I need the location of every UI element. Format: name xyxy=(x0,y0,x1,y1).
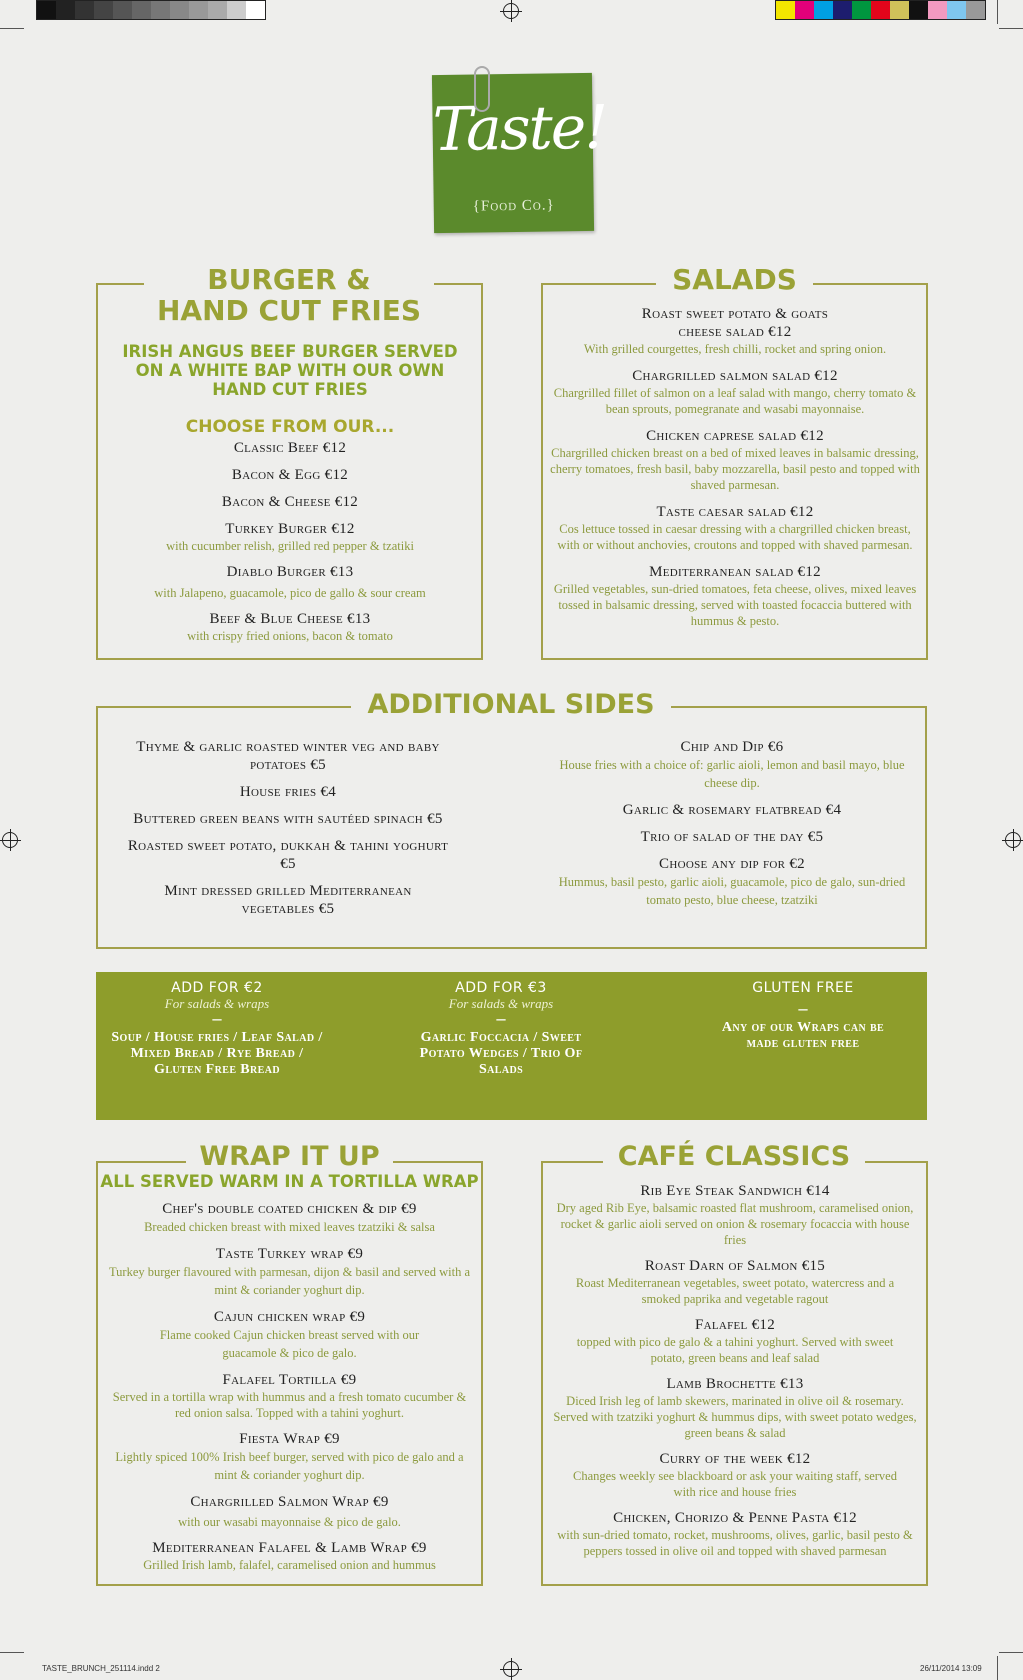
item-name: Garlic & rosemary flatbread €4 xyxy=(622,802,842,818)
add-2-column xyxy=(106,980,328,1078)
menu-item xyxy=(104,1430,475,1484)
menu-item xyxy=(106,738,470,774)
gluten-free-heading: GLUTEN FREE xyxy=(752,980,854,996)
menu-item xyxy=(544,738,920,792)
item-name: House fries €4 xyxy=(239,784,337,800)
crop-mark xyxy=(0,1652,24,1653)
color-bar xyxy=(775,0,986,20)
brand-logo xyxy=(432,73,607,233)
item-desc: Chargrilled fillet of salmon on a leaf salad with mango, cherry tomato & bean sprouts, pomegranate and wasabi mayonnaise. xyxy=(553,386,917,416)
menu-item xyxy=(550,1182,920,1248)
sides-left xyxy=(106,738,470,926)
item-name: Roast Darn of Salmon €15 xyxy=(644,1258,826,1274)
item-name: Roasted sweet potato, dukkah & tahini yoghurt €5 xyxy=(127,838,449,872)
item-name: Chip and Dip €6 xyxy=(680,739,784,755)
item-desc: with crispy fried onions, bacon & tomato xyxy=(187,629,393,643)
add-2-sub: For salads & wraps xyxy=(164,996,270,1011)
item-name: Choose any dip for €2 xyxy=(659,856,805,872)
item-name: Turkey Burger €12 xyxy=(225,521,355,537)
cafe-title: CAFÉ CLASSICS xyxy=(603,1142,865,1172)
item-name: Chef's double coated chicken & dip €9 xyxy=(162,1201,417,1217)
burger-body xyxy=(110,342,470,652)
choose-heading: CHOOSE FROM OUR... xyxy=(185,417,395,437)
add-3-column xyxy=(401,980,601,1078)
item-name: Trio of salad of the day €5 xyxy=(640,829,824,845)
menu-item xyxy=(550,1509,920,1559)
wrap-subtitle: ALL SERVED WARM IN A TORTILLA WRAP xyxy=(100,1172,479,1191)
gluten-free-column xyxy=(698,980,908,1052)
add-3-sub: For salads & wraps xyxy=(448,996,554,1011)
crop-mark xyxy=(997,1656,998,1680)
item-name: Chargrilled salmon salad €12 xyxy=(632,368,838,384)
menu-item xyxy=(550,367,920,417)
item-desc: Lightly spiced 100% Irish beef burger, served with pico de galo and a mint & coriander yoghurt dip. xyxy=(115,1450,464,1482)
item-name: Bacon & Egg €12 xyxy=(231,467,349,483)
registration-mark-right xyxy=(1005,832,1021,848)
menu-item xyxy=(550,427,920,493)
logo-wordmark: Taste! xyxy=(432,92,607,166)
item-name: Falafel Tortilla €9 xyxy=(222,1372,357,1388)
item-name: Taste Turkey wrap €9 xyxy=(215,1246,364,1262)
sides-right xyxy=(544,738,920,917)
add-2-body: Soup / House fries / Leaf Salad / Mixed Bread / Rye Bread / Gluten Free Bread xyxy=(111,1030,323,1077)
paperclip-icon xyxy=(474,66,490,112)
item-desc: with cucumber relish, grilled red pepper & tzatiki xyxy=(166,539,414,553)
item-name: Taste caesar salad €12 xyxy=(656,504,814,520)
menu-item xyxy=(110,439,470,457)
cafe-body xyxy=(550,1182,920,1567)
item-desc: Grilled vegetables, sun-dried tomatoes, feta cheese, olives, mixed leaves tossed in balsamic dressing, served with toasted focaccia buttered with hummus & pesto. xyxy=(553,582,917,628)
item-desc: Hummus, basil pesto, garlic aioli, guacamole, pico de galo, sun-dried tomato pesto, blue cheese, tzatziki xyxy=(558,875,906,907)
menu-item xyxy=(550,503,920,553)
add-2-heading: ADD FOR €2 xyxy=(171,980,263,996)
menu-item xyxy=(106,837,470,873)
file-slug: TASTE_BRUNCH_251114.indd 2 xyxy=(42,1664,160,1673)
salads-title: SALADS xyxy=(656,265,813,296)
item-desc: Served in a tortilla wrap with hummus and a fresh tomato cucumber & red onion salsa. Topped with a tahini yoghurt. xyxy=(112,1390,467,1420)
item-desc: with Jalapeno, guacamole, pico de gallo & sour cream xyxy=(154,586,426,600)
item-name: Diablo Burger €13 xyxy=(226,564,354,580)
registration-mark-left xyxy=(2,832,18,848)
logo-subtitle: {Food Co.} xyxy=(472,197,555,215)
crop-mark xyxy=(997,0,998,24)
wrap-title: WRAP IT UP xyxy=(186,1142,393,1172)
item-name: Falafel €12 xyxy=(694,1317,776,1333)
burger-title-line1: BURGER & xyxy=(207,263,371,296)
menu-item xyxy=(104,1200,475,1236)
item-name: Thyme & garlic roasted winter veg and baby potatoes €5 xyxy=(136,739,440,773)
item-name: Buttered green beans with sautéed spinach €5 xyxy=(133,811,443,827)
sides-title: ADDITIONAL SIDES xyxy=(351,690,671,720)
burger-title-line2: HAND CUT FRIES xyxy=(156,293,422,327)
item-name: Cajun chicken wrap €9 xyxy=(213,1309,366,1325)
registration-mark-bottom xyxy=(503,1661,519,1677)
item-name: Mediterranean salad €12 xyxy=(649,564,821,580)
menu-item xyxy=(110,493,470,511)
gluten-free-dash: – xyxy=(798,998,808,1018)
menu-item xyxy=(106,810,470,828)
item-name: Lamb Brochette €13 xyxy=(666,1376,804,1392)
item-name: Mediterranean Falafel & Lamb Wrap €9 xyxy=(152,1540,427,1556)
menu-item xyxy=(106,783,470,801)
item-name: Chargrilled Salmon Wrap €9 xyxy=(190,1494,389,1510)
menu-item xyxy=(550,305,920,357)
item-name: Rib Eye Steak Sandwich €14 xyxy=(640,1183,830,1199)
item-desc: Breaded chicken breast with mixed leaves tzatziki & salsa xyxy=(144,1220,435,1234)
menu-item xyxy=(106,882,470,918)
menu-item xyxy=(104,1371,475,1421)
add-2-dash: – xyxy=(212,1008,222,1028)
item-desc: Diced Irish leg of lamb skewers, marinated in olive oil & rosemary. Served with tzatziki yoghurt & hummus dips, with sweet potato wedges, green beans & salad xyxy=(553,1394,917,1440)
item-name: Fiesta Wrap €9 xyxy=(239,1431,340,1447)
menu-item xyxy=(104,1245,475,1299)
item-desc: with our wasabi mayonnaise & pico de galo. xyxy=(178,1515,401,1529)
item-desc: House fries with a choice of: garlic aioli, lemon and basil mayo, blue cheese dip. xyxy=(559,758,905,790)
item-name: Beef & Blue Cheese €13 xyxy=(209,611,371,627)
menu-item xyxy=(110,610,470,644)
menu-item xyxy=(550,1375,920,1441)
item-desc: Dry aged Rib Eye, balsamic roasted flat mushroom, caramelised onion, rocket & garlic aioli served on onion & rosemary focaccia with house fries xyxy=(556,1201,914,1247)
menu-item xyxy=(544,801,920,819)
gluten-free-body: Any of our Wraps can be made gluten free xyxy=(721,1020,885,1051)
item-desc: Roast Mediterranean vegetables, sweet potato, watercress and a smoked paprika and vegetable ragout xyxy=(575,1276,895,1306)
menu-item xyxy=(110,520,470,554)
menu-item xyxy=(550,563,920,629)
crop-mark xyxy=(0,28,24,29)
burger-list xyxy=(110,439,470,644)
date-slug: 26/11/2014 13:09 xyxy=(920,1664,982,1673)
menu-item xyxy=(544,828,920,846)
item-name: Chicken, Chorizo & Penne Pasta €12 xyxy=(613,1510,857,1526)
item-desc: with sun-dried tomato, rocket, mushrooms, olives, garlic, basil pesto & peppers tossed in olive oil and topped with shaved parmesan xyxy=(557,1528,913,1558)
item-desc: Cos lettuce tossed in caesar dressing with a chargrilled chicken breast, with or without anchovies, croutons and topped with shaved parmesan. xyxy=(557,522,913,552)
item-desc: Turkey burger flavoured with parmesan, dijon & basil and served with a mint & coriander yoghurt dip. xyxy=(108,1265,471,1297)
menu-item xyxy=(104,1539,475,1573)
salads-body xyxy=(550,305,920,637)
item-name: Curry of the week €12 xyxy=(659,1451,811,1467)
item-name: Bacon & Cheese €12 xyxy=(221,494,359,510)
add-3-body: Garlic Foccacia / Sweet Potato Wedges / Trio Of Salads xyxy=(419,1030,583,1077)
item-name: Roast sweet potato & goats cheese salad €12 xyxy=(641,306,829,340)
menu-item xyxy=(104,1308,475,1362)
item-desc: Flame cooked Cajun chicken breast served with our guacamole & pico de galo. xyxy=(159,1328,420,1360)
grayscale-bar xyxy=(36,0,266,20)
item-name: Mint dressed grilled Mediterranean vegetables €5 xyxy=(164,883,412,917)
item-desc: Chargrilled chicken breast on a bed of mixed leaves in balsamic dressing, cherry tomatoes, fresh basil, baby mozzarella, basil pesto and topped with shaved parmesan. xyxy=(550,446,920,492)
burger-intro: IRISH ANGUS BEEF BURGER SERVED ON A WHITE BAP WITH OUR OWN HAND CUT FRIES xyxy=(122,342,458,399)
menu-item xyxy=(110,563,470,601)
item-name: Classic Beef €12 xyxy=(233,440,347,456)
menu-item xyxy=(550,1450,920,1500)
burger-title xyxy=(144,265,434,327)
registration-mark-top xyxy=(503,3,519,19)
item-name: Chicken caprese salad €12 xyxy=(646,428,824,444)
menu-item xyxy=(550,1257,920,1307)
menu-item xyxy=(544,855,920,909)
menu-item xyxy=(550,1316,920,1366)
item-desc: Changes weekly see blackboard or ask your waiting staff, served with rice and house fries xyxy=(573,1469,897,1499)
wrap-body xyxy=(104,1200,475,1581)
crop-mark xyxy=(999,28,1023,29)
item-desc: Grilled Irish lamb, falafel, caramelised onion and hummus xyxy=(143,1558,436,1572)
add-3-dash: – xyxy=(496,1008,506,1028)
item-desc: topped with pico de galo & a tahini yoghurt. Served with sweet potato, green beans and leaf salad xyxy=(576,1335,894,1365)
item-desc: With grilled courgettes, fresh chilli, rocket and spring onion. xyxy=(583,342,887,356)
menu-item xyxy=(104,1493,475,1530)
crop-mark xyxy=(999,1652,1023,1653)
menu-item xyxy=(110,466,470,484)
extras-band xyxy=(96,972,927,1120)
add-3-heading: ADD FOR €3 xyxy=(455,980,547,996)
